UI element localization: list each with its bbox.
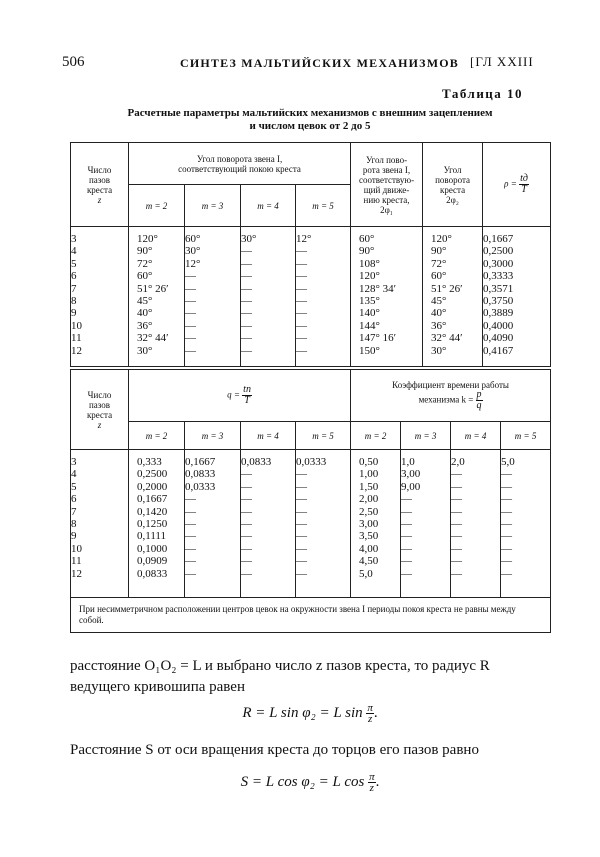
paragraph-2: Расстояние S от оси вращения креста до торцов его пазов равно: [70, 742, 479, 758]
formula-s-denominator: z: [369, 782, 374, 794]
table-cell: 4: [71, 468, 77, 481]
table-cell: —: [296, 567, 307, 580]
chapter-label: [ГЛ XXIII: [470, 54, 534, 69]
rho-fraction: [519, 174, 529, 195]
k2-column: [351, 450, 401, 598]
table-cell: —: [296, 270, 307, 283]
table-cell: 0,4167: [483, 344, 514, 357]
table-cell: —: [501, 530, 513, 543]
k3-column: [401, 450, 451, 598]
phi1-column: [351, 227, 423, 367]
table-cell: 12°: [185, 257, 201, 270]
table-cell: —: [296, 517, 307, 530]
table-cell: 3: [71, 233, 77, 245]
table-cell: 6: [71, 493, 77, 506]
table-cell: —: [296, 245, 307, 258]
table-cell: 0,0833: [185, 468, 216, 481]
header-line: пазов: [88, 174, 111, 185]
table-cell: 0,3571: [483, 282, 514, 295]
table-cell: —: [451, 517, 463, 530]
table-cell: 0,333: [137, 456, 162, 468]
table-cell: 0,2000: [137, 480, 168, 493]
table-cell: 3,00: [359, 517, 379, 530]
table-cell: 5,0: [359, 567, 373, 580]
rho-label: ρ =: [504, 178, 517, 189]
table-cell: —: [296, 332, 307, 345]
page-number: 506: [62, 54, 85, 70]
table-cell: 5,0: [501, 456, 515, 468]
table-cell: —: [241, 567, 252, 580]
table-cell: —: [241, 307, 252, 320]
table-cell: 0,1250: [137, 517, 168, 530]
table-cell: —: [501, 555, 513, 568]
m-header: m = 5: [501, 422, 551, 450]
table-cell: 60°: [359, 233, 375, 245]
rho-denominator: T: [521, 184, 527, 195]
table-cell: —: [296, 294, 307, 307]
q3-column: [185, 450, 241, 598]
table-cell: —: [501, 567, 513, 580]
rho-column: [483, 227, 551, 367]
table-cell: 147° 16′: [359, 332, 397, 345]
table-cell: 12: [71, 344, 82, 357]
table-cell: 0,2500: [483, 245, 514, 258]
m3-column: [185, 227, 241, 367]
table-cell: 4,50: [359, 555, 379, 568]
table-cell: —: [185, 307, 196, 320]
caption-line: и числом цевок от 2 до 5: [249, 120, 371, 132]
table-cell: —: [241, 270, 252, 283]
table-cell: 0,1420: [137, 505, 168, 518]
table-cell: —: [451, 555, 463, 568]
table-cell: 120°: [431, 233, 452, 245]
q-numerator: tп: [243, 384, 251, 395]
table-cell: —: [451, 493, 463, 506]
table-cell: —: [185, 270, 196, 283]
rho-numerator: tд: [520, 173, 528, 184]
formula-s-numerator: π: [369, 771, 375, 783]
m-header: m = 5: [296, 422, 351, 450]
table-cell: 51° 26′: [431, 282, 463, 295]
table-cell: 128° 34′: [359, 282, 397, 295]
cross-angle-header: [423, 143, 483, 227]
table-caption: [70, 107, 550, 133]
table-cell: 51° 26′: [137, 282, 169, 295]
table-cell: —: [296, 282, 307, 295]
table-cell: —: [241, 245, 252, 258]
table-cell: —: [241, 319, 252, 332]
table-cell: —: [296, 319, 307, 332]
formula-s: S = L cos φ₂ = L cos $\frac{\pi}{z}$ .: [240, 771, 380, 794]
formula-r-left: R = L sin φ₂ = L sin: [242, 704, 363, 721]
table-cell: —: [241, 530, 252, 543]
table-cell: —: [296, 542, 307, 555]
table-cell: —: [501, 468, 513, 481]
table-cell: 1,0: [401, 456, 415, 468]
table-cell: —: [296, 480, 307, 493]
table-cell: 1,00: [359, 468, 379, 481]
header-line: Коэффициент времени работы: [392, 380, 509, 390]
z-column: [71, 227, 129, 367]
table-cell: —: [241, 555, 252, 568]
table-cell: —: [401, 567, 413, 580]
table-cell: 72°: [431, 257, 447, 270]
table-cell: 6: [71, 270, 77, 283]
table-cell: 8: [71, 517, 77, 530]
table-cell: 0,1000: [137, 542, 168, 555]
table-cell: 11: [71, 555, 82, 568]
table-cell: —: [401, 493, 413, 506]
table-cell: 0,2500: [137, 468, 168, 481]
paragraph-1: расстояние O₁O₂ = L и выбрано число z пазов креста, то радиус R ведущего кривошипа равен: [70, 658, 490, 695]
k-numerator: p: [476, 389, 482, 400]
table-cell: 90°: [137, 245, 153, 258]
table-cell: —: [241, 468, 252, 481]
q-header: [129, 370, 351, 422]
table-cell: —: [241, 493, 252, 506]
z-column-header: [71, 370, 129, 450]
table-cell: 0,3750: [483, 294, 514, 307]
table-cell: —: [241, 517, 252, 530]
table-cell: —: [185, 542, 196, 555]
header-line: Угол пово-: [365, 154, 408, 165]
table-cell: 4: [71, 245, 77, 258]
header-line: [351, 390, 550, 411]
table-cell: —: [501, 542, 513, 555]
table-cell: 40°: [137, 307, 153, 320]
q2-column: [129, 450, 185, 598]
table-cell: 120°: [137, 233, 158, 245]
q4-column: [241, 450, 296, 598]
table-cell: 32° 44′: [137, 332, 169, 345]
k-denominator: q: [476, 400, 482, 411]
table-cell: 40°: [431, 307, 447, 320]
table-cell: 0,1111: [137, 530, 167, 543]
table-cell: —: [241, 294, 252, 307]
formula-r: R = L sin φ₂ = L sin $\frac{\pi}{z}$ .: [242, 702, 378, 725]
table-cell: —: [185, 493, 196, 506]
table-cell: —: [185, 282, 196, 295]
table-cell: 30°: [241, 233, 257, 245]
table-cell: —: [401, 530, 413, 543]
table-cell: 12°: [296, 233, 312, 245]
table-cell: —: [185, 332, 196, 345]
table-cell: 120°: [359, 270, 380, 283]
table-cell: 0,0833: [241, 456, 272, 468]
table-cell: 3,00: [401, 468, 421, 481]
table-cell: —: [501, 517, 513, 530]
parameters-table-2: [70, 369, 551, 633]
table-cell: 150°: [359, 344, 380, 357]
q-fraction: [242, 385, 252, 406]
table-cell: 5: [71, 257, 77, 270]
table-cell: 10: [71, 319, 82, 332]
header-line: поворота: [435, 174, 470, 185]
table-cell: 0,0833: [137, 567, 168, 580]
m-header: m = 3: [185, 422, 241, 450]
header-line: Угол: [443, 164, 462, 175]
header-line: z: [97, 419, 102, 430]
header-line: Число: [87, 389, 112, 400]
table-cell: —: [241, 480, 252, 493]
table-cell: —: [296, 257, 307, 270]
m-header: m = 4: [241, 185, 296, 227]
table-cell: —: [185, 505, 196, 518]
parameters-table-1: [70, 142, 551, 367]
m-header: m = 4: [241, 422, 296, 450]
header-line: креста: [86, 409, 113, 420]
table-cell: —: [185, 555, 196, 568]
formula-r-numerator: π: [367, 702, 373, 714]
table-cell: 3: [71, 456, 77, 468]
k-header: [351, 370, 551, 422]
k5-column: [501, 450, 551, 598]
table-cell: —: [296, 307, 307, 320]
m-header: m = 2: [129, 422, 185, 450]
caption-line: Расчетные параметры мальтийских механизмов с внешним зацеплением: [127, 107, 493, 119]
table-cell: 0,1667: [483, 233, 514, 245]
phi2-column: [423, 227, 483, 367]
header-line: нию креста,: [363, 194, 410, 205]
table-cell: 90°: [431, 245, 447, 258]
table-cell: 7: [71, 282, 77, 295]
table-cell: —: [296, 344, 307, 357]
m-header: m = 3: [401, 422, 451, 450]
table-cell: —: [296, 530, 307, 543]
table-cell: —: [241, 332, 252, 345]
table-cell: —: [451, 530, 463, 543]
table-cell: 9: [71, 530, 77, 543]
m-header: m = 2: [351, 422, 401, 450]
table-cell: 45°: [431, 294, 447, 307]
table-cell: 0,4090: [483, 332, 514, 345]
table-cell: —: [241, 344, 252, 357]
table-cell: 60°: [137, 270, 153, 283]
table-cell: —: [185, 344, 196, 357]
formula-r-fraction: [366, 703, 374, 724]
table-cell: —: [451, 505, 463, 518]
table-cell: 36°: [431, 319, 447, 332]
table-cell: —: [185, 567, 196, 580]
table-cell: —: [501, 493, 513, 506]
table-cell: —: [185, 294, 196, 307]
angle-header: [129, 143, 351, 185]
running-title: СИНТЕЗ МАЛЬТИЙСКИХ МЕХАНИЗМОВ: [180, 56, 459, 70]
header-line: креста: [439, 184, 466, 195]
table-cell: —: [241, 257, 252, 270]
table-cell: —: [451, 468, 463, 481]
table-cell: —: [451, 567, 463, 580]
table-cell: 144°: [359, 319, 380, 332]
formula-s-left: S = L cos φ₂ = L cos: [240, 773, 365, 790]
table-cell: —: [241, 505, 252, 518]
table-cell: —: [296, 468, 307, 481]
header-line: 2φ₂: [446, 194, 459, 205]
table-cell: 0,3333: [483, 270, 514, 283]
cross-motion-angle-header: [351, 143, 423, 227]
table-cell: 2,0: [451, 456, 465, 468]
table-cell: 108°: [359, 257, 380, 270]
table-cell: —: [501, 480, 513, 493]
table-cell: 140°: [359, 307, 380, 320]
q-label: q =: [227, 389, 240, 400]
table-cell: —: [401, 542, 413, 555]
header-line: Угол поворота звена I,: [196, 153, 283, 164]
table-cell: 3,50: [359, 530, 379, 543]
table-cell: 2,00: [359, 493, 379, 506]
table-cell: 10: [71, 542, 82, 555]
table-cell: —: [185, 319, 196, 332]
header-line: креста: [86, 184, 113, 195]
table-cell: 7: [71, 505, 77, 518]
header-line: соответствую-: [358, 174, 415, 185]
table-cell: —: [296, 505, 307, 518]
m-header: m = 4: [451, 422, 501, 450]
table-cell: —: [451, 542, 463, 555]
table-cell: 1,50: [359, 480, 379, 493]
table-cell: 12: [71, 567, 82, 580]
k4-column: [451, 450, 501, 598]
table-cell: 0,0333: [296, 456, 327, 468]
m5-column: [296, 227, 351, 367]
header-line: соответствующий покою креста: [178, 163, 301, 174]
table-cell: 60°: [431, 270, 447, 283]
table-cell: 32° 44′: [431, 332, 463, 345]
table-cell: 60°: [185, 233, 201, 245]
table-cell: 0,4000: [483, 319, 514, 332]
m4-column: [241, 227, 296, 367]
table-cell: 45°: [137, 294, 153, 307]
rho-header: [483, 143, 551, 227]
table-cell: —: [501, 505, 513, 518]
table-cell: 30°: [137, 344, 153, 357]
table-cell: 9,00: [401, 480, 421, 493]
table-cell: 11: [71, 332, 82, 345]
table-cell: 0,0909: [137, 555, 168, 568]
table-cell: 9: [71, 307, 77, 320]
formula-s-fraction: [368, 772, 376, 793]
table-cell: —: [401, 505, 413, 518]
table-cell: 0,1667: [185, 456, 216, 468]
formula-r-denominator: z: [368, 713, 373, 725]
header-line: щий движе-: [363, 184, 410, 195]
table-cell: 135°: [359, 294, 380, 307]
m-header: m = 5: [296, 185, 351, 227]
table-cell: 4,00: [359, 542, 379, 555]
table-cell: —: [296, 493, 307, 506]
header-line: Число: [87, 164, 112, 175]
table-cell: —: [296, 555, 307, 568]
table-cell: 0,3000: [483, 257, 514, 270]
table-cell: —: [241, 282, 252, 295]
table-cell: 90°: [359, 245, 375, 258]
table-cell: —: [451, 480, 463, 493]
table-cell: —: [185, 517, 196, 530]
k-fraction: [476, 390, 483, 411]
table-cell: —: [185, 530, 196, 543]
table-cell: 30°: [431, 344, 447, 357]
table-cell: 36°: [137, 319, 153, 332]
header-line: пазов: [88, 399, 111, 410]
table-cell: —: [241, 542, 252, 555]
m-header: m = 3: [185, 185, 241, 227]
table-label: Таблица 10: [442, 86, 524, 101]
table-note: При несимметричном расположении центров цевок на окружности звена I периоды покоя креста не равны между собой.: [71, 598, 551, 633]
table-cell: 0,1667: [137, 493, 168, 506]
table-cell: 30°: [185, 245, 201, 258]
table-cell: 0,0333: [185, 480, 216, 493]
z-column-header: [71, 143, 129, 227]
table-cell: —: [401, 517, 413, 530]
table-cell: —: [401, 555, 413, 568]
k-label: механизма k =: [418, 394, 474, 405]
table-cell: 0,3889: [483, 307, 514, 320]
header-line: 2φ₁: [380, 204, 393, 215]
header-line: z: [97, 194, 102, 205]
table-cell: 8: [71, 294, 77, 307]
table-cell: 5: [71, 480, 77, 493]
z-column: [71, 450, 129, 598]
q-denominator: T: [244, 395, 250, 406]
header-line: рота звена I,: [362, 164, 411, 175]
m2-column: [129, 227, 185, 367]
table-cell: 72°: [137, 257, 153, 270]
m-header: m = 2: [129, 185, 185, 227]
q5-column: [296, 450, 351, 598]
table-cell: 2,50: [359, 505, 379, 518]
table-cell: 0,50: [359, 456, 379, 468]
